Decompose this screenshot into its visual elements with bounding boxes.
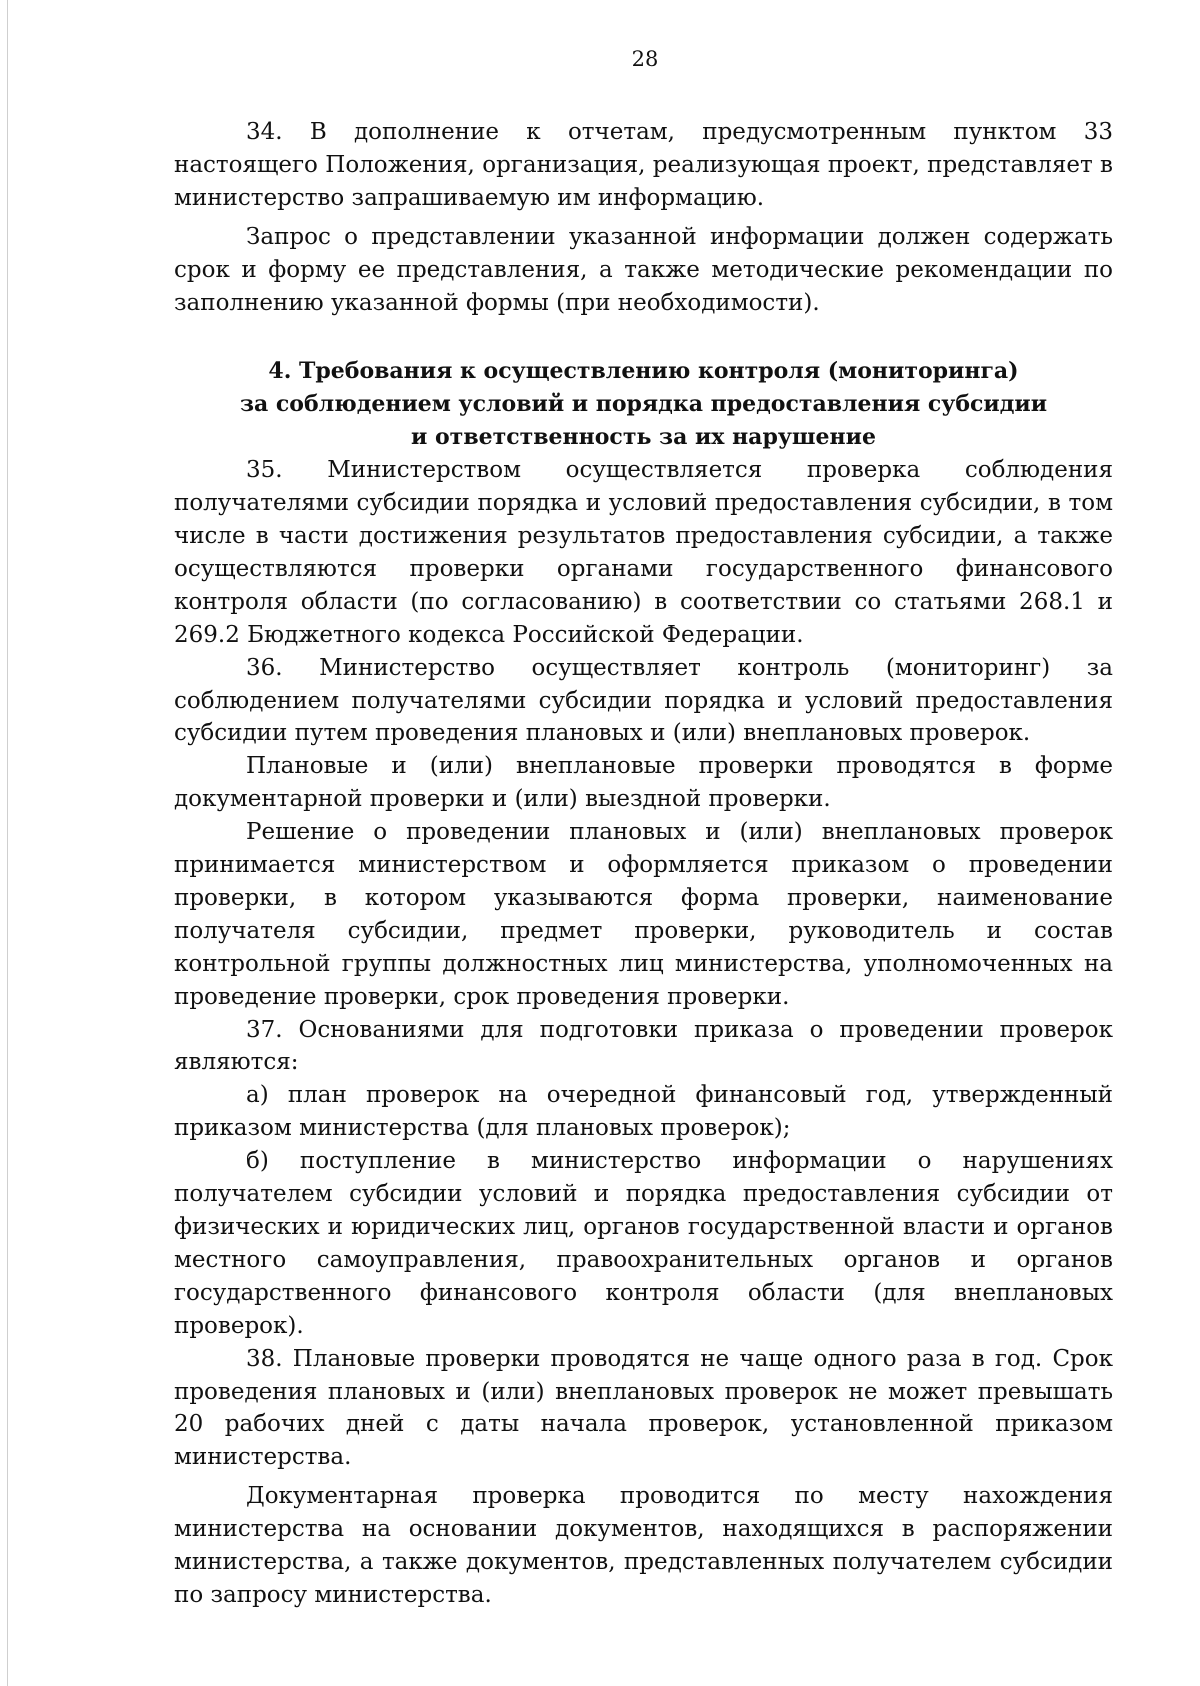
paragraph-35: 35. Министерством осуществляется проверка соблюдения получателями субсидии порядка и условий предоставления субсидии, в том числе в части достижения результатов предоставления субсидии, а также осуществляются проверки органами государственного финансового контроля области (по согласованию) в соответствии со статьями 268.1 и 269.2 Бюджетного кодекса Российской Федерации. (174, 457, 1113, 648)
section-heading-line-3: и ответственность за их нарушение (411, 424, 876, 451)
paragraph-34: 34. В дополнение к отчетам, предусмотренным пунктом 33 настоящего Положения, организация, реализующая проект, представляет в министерство запрашиваемую им информацию. (174, 119, 1113, 211)
paragraph-37: 37. Основаниями для подготовки приказа о проведении проверок являются: (174, 1016, 1113, 1076)
section-heading-line-1: 4. Требования к осуществлению контроля (мониторинга) (268, 358, 1019, 385)
paragraph-37-b: б) поступление в министерство информации о нарушениях получателем субсидии условий и порядка предоставления субсидии от физических и юридических лиц, органов государственной власти и органов местного самоуправления, правоохранительных органов и органов государственного финансового контроля области (для внеплановых проверок). (174, 1148, 1113, 1339)
scan-edge-line (7, 0, 8, 1686)
paragraph-decision: Решение о проведении плановых и (или) внеплановых проверок принимается министерством и оформляется приказом о проведении проверки, в котором указываются форма проверки, наименование получателя субсидии, предмет проверки, руководитель и состав контрольной группы должностных лиц министерства, уполномоченных на проведение проверки, срок проведения проверки. (174, 819, 1113, 1010)
paragraph-planned-checks: Плановые и (или) внеплановые проверки проводятся в форме документарной проверки и (или) выездной проверки. (174, 753, 1113, 813)
paragraph-documentary-check: Документарная проверка проводится по месту нахождения министерства на основании документов, находящихся в распоряжении министерства, а также документов, представленных получателем субсидии по запросу министерства. (174, 1483, 1113, 1608)
paragraph-36: 36. Министерство осуществляет контроль (мониторинг) за соблюдением получателями субсидии порядка и условий предоставления субсидии путем проведения плановых и (или) внеплановых проверок. (174, 654, 1113, 747)
paragraph-request: Запрос о представлении указанной информации должен содержать срок и форму ее представления, а также методические рекомендации по заполнению указанной формы (при необходимости). (174, 223, 1113, 316)
document-body (174, 116, 1113, 1612)
page-number: 28 (631, 47, 659, 71)
paragraph-37-a: а) план проверок на очередной финансовый год, утвержденный приказом министерства (для плановых проверок); (174, 1082, 1113, 1142)
section-heading (174, 355, 1113, 454)
section-heading-line-2: за соблюдением условий и порядка предоставления субсидии (239, 391, 1048, 418)
paragraph-38: 38. Плановые проверки проводятся не чаще одного раза в год. Срок проведения плановых и (или) внеплановых проверок не может превышать 20 рабочих дней с даты начала проверок, установленной приказом министерства. (174, 1345, 1113, 1471)
